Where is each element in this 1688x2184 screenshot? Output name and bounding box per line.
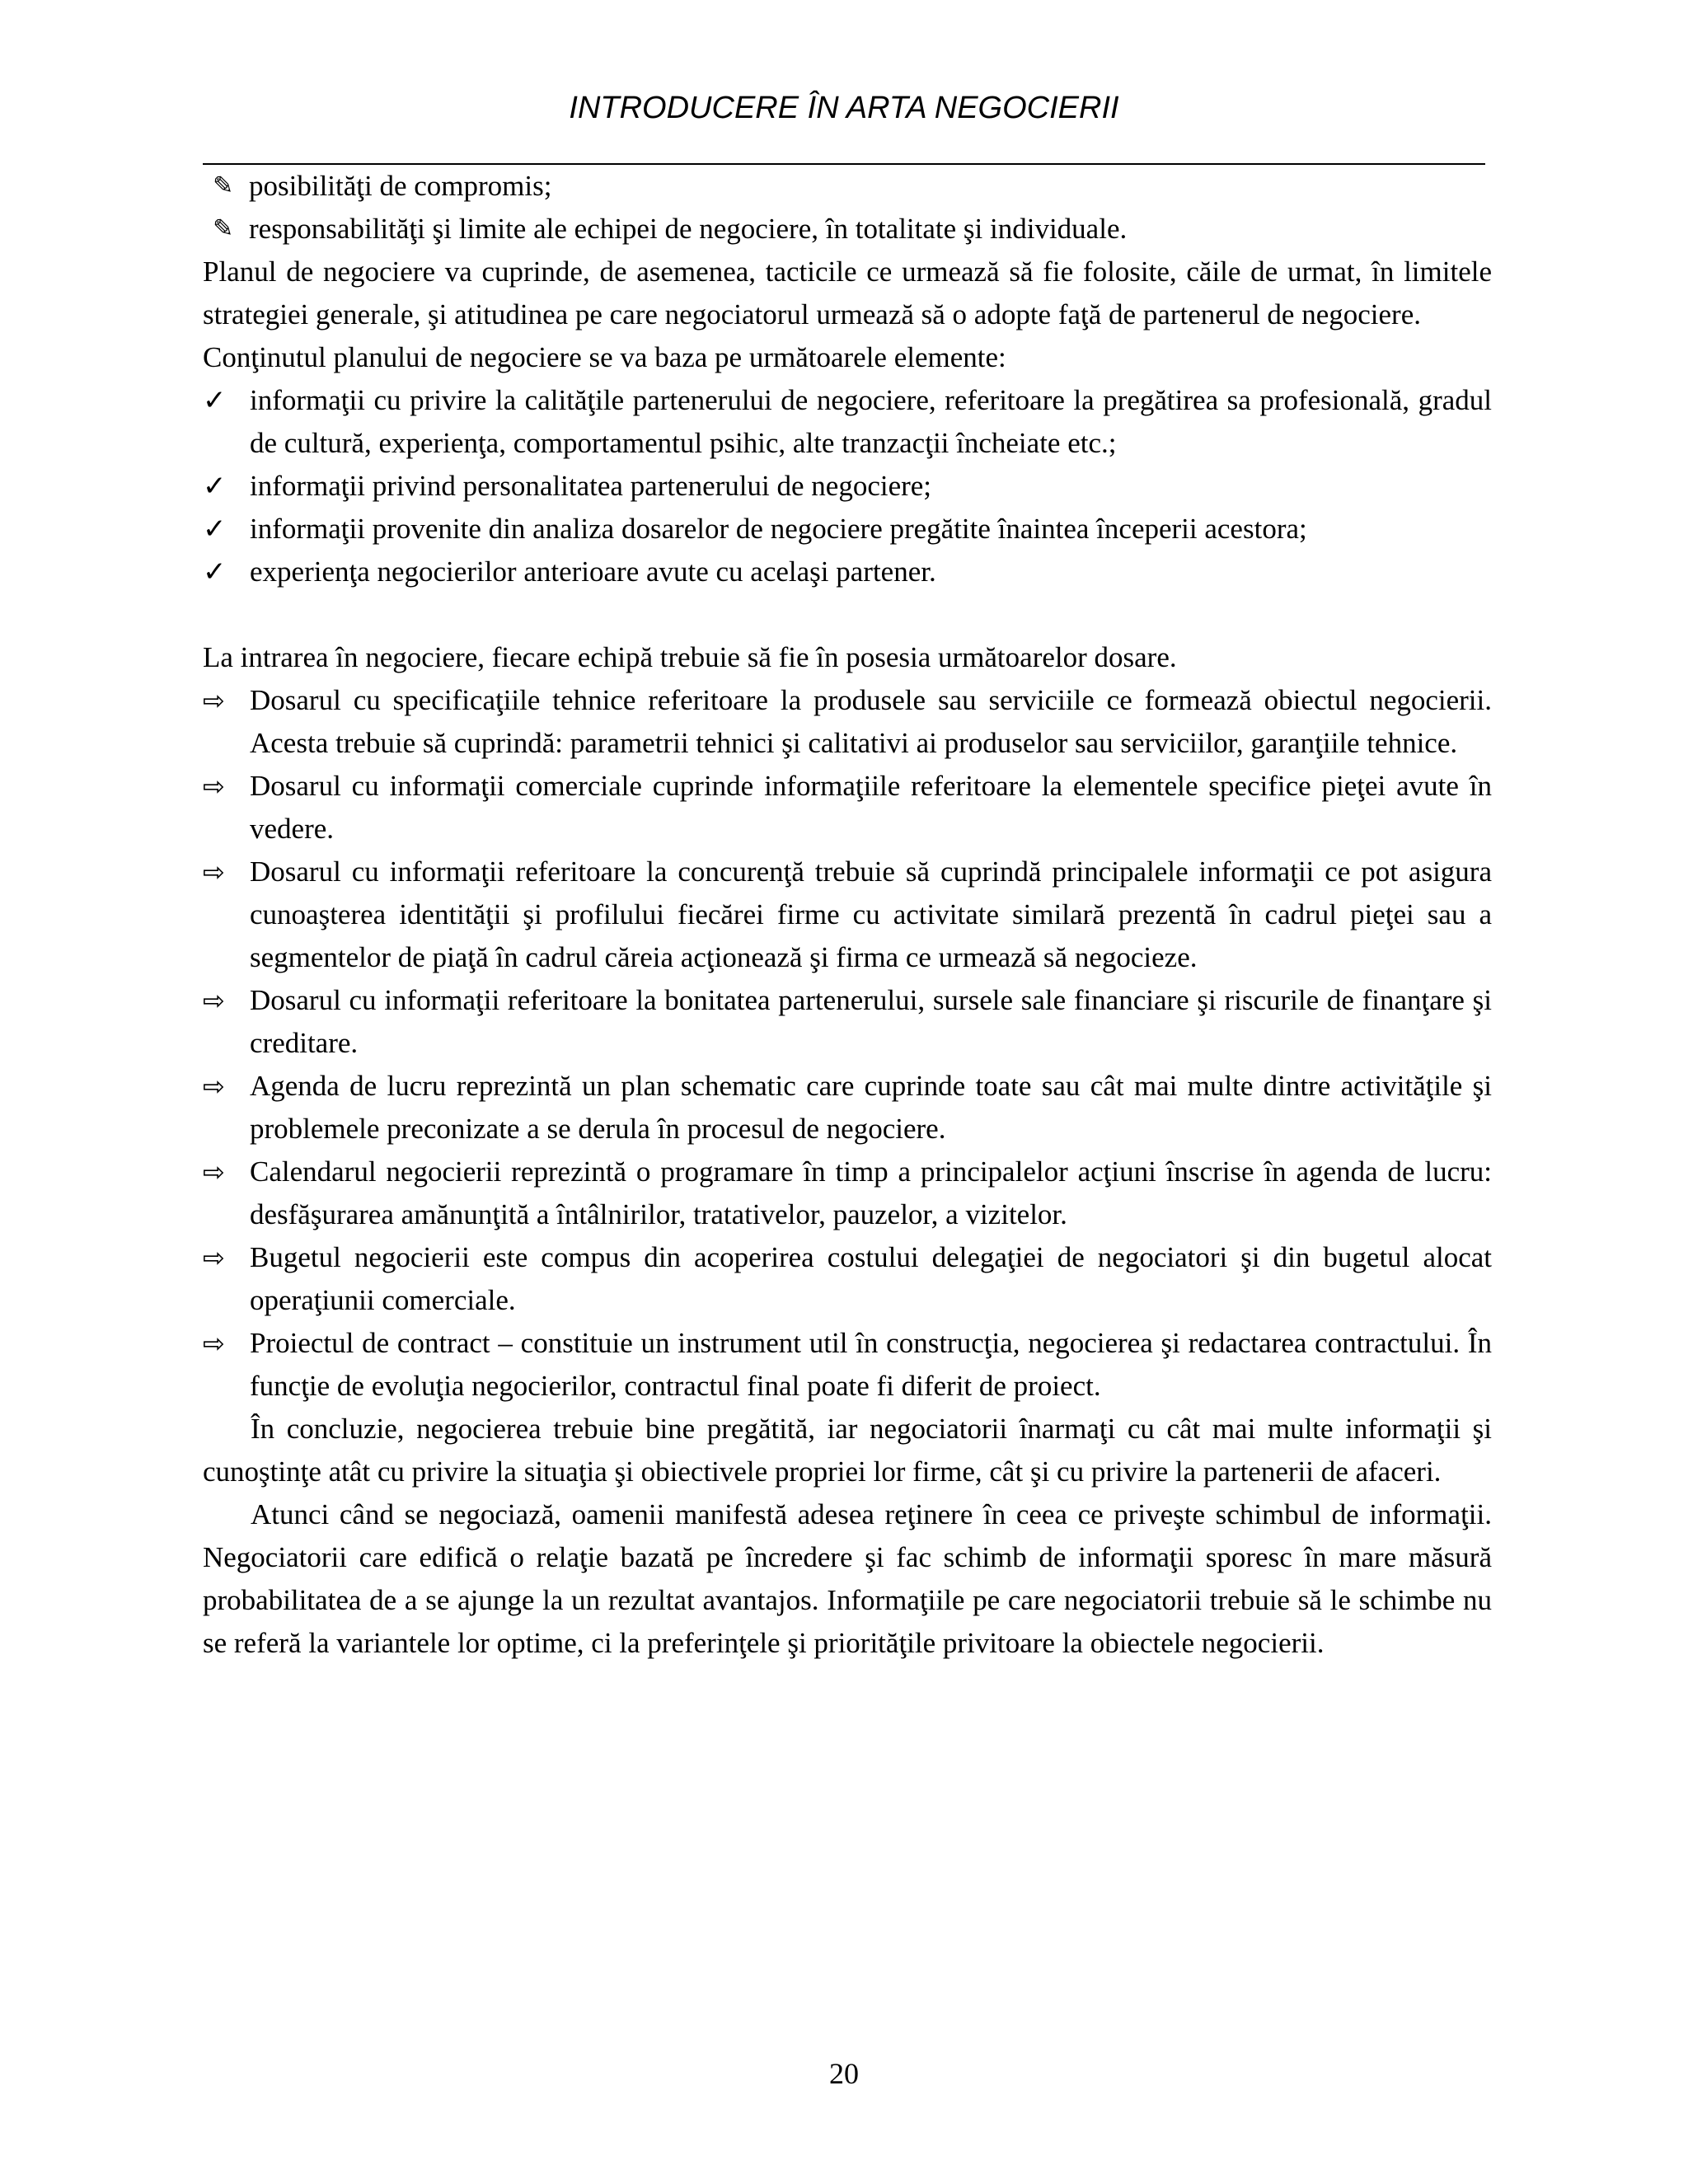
paragraph-plan-content-intro: Conţinutul planului de negociere se va baza pe următoarele elemente: bbox=[203, 341, 1006, 373]
right-arrow-icon: ⇨ bbox=[203, 771, 225, 802]
checkmark-icon: ✓ bbox=[203, 470, 227, 503]
list-item bbox=[203, 208, 1492, 251]
right-arrow-icon: ⇨ bbox=[203, 1156, 225, 1188]
list-item-text: Dosarul cu informaţii comerciale cuprinde informaţiile referitoare la elementele specifice pieţei avute în vedere. bbox=[250, 770, 1492, 845]
list-item-text: Calendarul negocierii reprezintă o programare în timp a principalelor acţiuni înscrise în agenda de lucru: desfăşurarea amănunţită a întâlnirilor, tratativelor, pauzelor, a vizitelor. bbox=[250, 1155, 1492, 1230]
list-item-text: Dosarul cu specificaţiile tehnice referitoare la produsele sau serviciile ce formează obiectul negocierii. Acesta trebuie să cuprindă: parametrii tehnici şi calitativi ai produselor sau serviciilor, garanţiile tehnice. bbox=[250, 684, 1492, 759]
list-item-text: informaţii provenite din analiza dosarelor de negociere pregătite înaintea începerii acestora; bbox=[250, 513, 1307, 545]
paragraph-dossiers-intro: La intrarea în negociere, fiecare echipă trebuie să fie în posesia următoarelor dosare. bbox=[203, 641, 1177, 673]
list-item-text: Dosarul cu informaţii referitoare la concurenţă trebuie să cuprindă principalele informaţii ce pot asigura cunoaşterea identităţii şi profilului fiecărei firme cu activitate similară prezentă în cadrul pieţei sau a segmentelor de piaţă în cadrul căreia acţionează şi firma ce urmează să negocieze. bbox=[250, 855, 1492, 973]
list-item bbox=[203, 379, 1492, 465]
checkmark-icon: ✓ bbox=[203, 555, 227, 588]
checkmark-icon: ✓ bbox=[203, 384, 227, 417]
right-arrow-icon: ⇨ bbox=[203, 685, 225, 716]
paragraph-negotiation-plan: Planul de negociere va cuprinde, de asemenea, tacticile ce urmează să fie folosite, căile de urmat, în limitele strategiei generale, şi atitudinea pe care negociatorul urmează să o adopte faţă de partenerul de negociere. bbox=[203, 255, 1492, 330]
list-item bbox=[203, 765, 1492, 851]
running-header: INTRODUCERE ÎN ARTA NEGOCIERII bbox=[569, 91, 1119, 125]
list-item-text: Bugetul negocierii este compus din acoperirea costului delegaţiei de negociatori şi din bugetul alocat operaţiunii comerciale. bbox=[250, 1241, 1492, 1316]
list-item bbox=[203, 1236, 1492, 1322]
list-item bbox=[203, 465, 1492, 508]
list-item-text: Dosarul cu informaţii referitoare la bonitatea partenerului, sursele sale financiare şi riscurile de finanţare şi creditare. bbox=[250, 984, 1492, 1059]
right-arrow-icon: ⇨ bbox=[203, 1328, 225, 1359]
list-item-text: posibilităţi de compromis; bbox=[249, 170, 552, 202]
right-arrow-icon: ⇨ bbox=[203, 856, 225, 888]
right-arrow-icon: ⇨ bbox=[203, 985, 225, 1016]
page-body bbox=[203, 165, 1492, 1665]
list-item-text: responsabilităţi şi limite ale echipei de negociere, în totalitate şi individuale. bbox=[249, 213, 1128, 245]
list-item bbox=[203, 679, 1492, 765]
checkmark-icon: ✓ bbox=[203, 513, 227, 546]
list-item bbox=[203, 851, 1492, 979]
pencil-hand-bullet-icon: ✎ bbox=[213, 171, 234, 200]
page-number: 20 bbox=[829, 2057, 859, 2090]
list-item bbox=[203, 1065, 1492, 1151]
list-item bbox=[203, 551, 1492, 593]
list-item-text: informaţii cu privire la calităţile partenerului de negociere, referitoare la pregătirea sa profesională, gradul de cultură, experienţa, comportamentul psihic, alte tranzacţii încheiate etc.; bbox=[250, 384, 1492, 459]
list-item bbox=[203, 165, 1492, 208]
right-arrow-icon: ⇨ bbox=[203, 1242, 225, 1273]
pencil-hand-bullet-icon: ✎ bbox=[213, 214, 234, 243]
list-item-text: Agenda de lucru reprezintă un plan schematic care cuprinde toate sau cât mai multe dintre activităţile şi problemele preconizate a se derula în procesul de negociere. bbox=[250, 1070, 1492, 1145]
list-item bbox=[203, 1151, 1492, 1236]
list-item-text: Proiectul de contract – constituie un instrument util în construcţia, negocierea şi redactarea contractului. În funcţie de evoluţia negocierilor, contractul final poate fi diferit de proiect. bbox=[250, 1327, 1492, 1402]
list-item-text: informaţii privind personalitatea partenerului de negociere; bbox=[250, 470, 932, 502]
paragraph-information-exchange: Atunci când se negociază, oamenii manifestă adesea reţinere în ceea ce priveşte schimbul de informaţii. Negociatorii care edifică o relaţie bazată pe încredere şi fac schimb de informaţii sporesc în mare măsură probabilitatea de a se ajunge la un rezultat avantajos. Informaţiile pe care negociatorii trebuie să le schimbe nu se referă la variantele lor optime, ci la preferinţele şi priorităţile privitoare la obiectele negocierii. bbox=[203, 1498, 1492, 1659]
list-item bbox=[203, 508, 1492, 551]
paragraph-conclusion: În concluzie, negocierea trebuie bine pregătită, iar negociatorii înarmaţi cu cât mai multe informaţii şi cunoştinţe atât cu privire la situaţia şi obiectivele propriei lor firme, cât şi cu privire la partenerii de afaceri. bbox=[203, 1413, 1492, 1488]
list-item-text: experienţa negocierilor anterioare avute cu acelaşi partener. bbox=[250, 555, 936, 588]
blank-line bbox=[203, 593, 1492, 636]
list-item bbox=[203, 979, 1492, 1065]
list-item bbox=[203, 1322, 1492, 1408]
right-arrow-icon: ⇨ bbox=[203, 1071, 225, 1102]
